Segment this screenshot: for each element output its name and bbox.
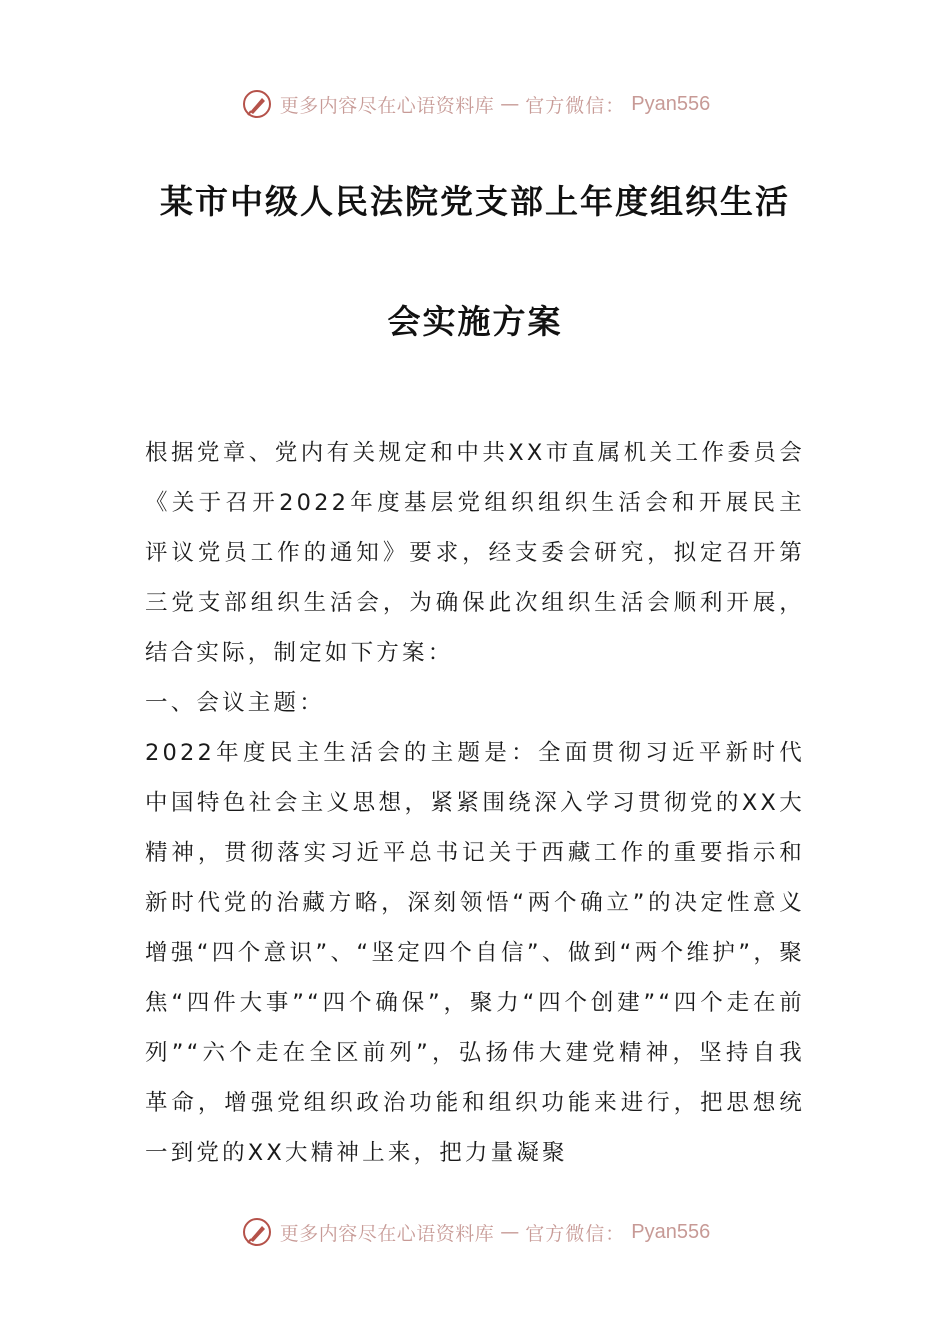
- watermark-banner-top: [0, 84, 950, 124]
- document-title-line2: 会实施方案: [387, 302, 563, 341]
- watermark-label: 官方微信：: [525, 94, 626, 117]
- watermark-text: 更多内容尽在心语资料库: [279, 1222, 495, 1245]
- document-body: [145, 428, 805, 1178]
- watermark-text: 更多内容尽在心语资料库: [279, 94, 495, 117]
- section-heading-meeting-theme: 一、会议主题：: [145, 690, 325, 716]
- watermark-banner-bottom: [0, 1212, 950, 1252]
- paragraph-intro: 根据党章、党内有关规定和中共XX市直属机关工作委员会《关于召开2022年度基层党组织组织生活会和开展民主评议党员工作的通知》要求，经支委会研究，拟定召开第三党支部组织生活会，为确保此次组织生活会顺利开展，结合实际，制定如下方案：: [145, 440, 805, 666]
- watermark-wechat-id: Pyan556: [631, 1220, 711, 1243]
- watermark-separator: —: [500, 93, 520, 115]
- watermark-label: 官方微信：: [525, 1222, 626, 1245]
- watermark-separator: —: [500, 1221, 520, 1243]
- document-title-line1: 某市中级人民法院党支部上年度组织生活: [160, 182, 790, 221]
- pen-nib-circle-icon: [240, 1215, 274, 1249]
- watermark-wechat-id: Pyan556: [631, 92, 711, 115]
- paragraph-theme: 2022年度民主生活会的主题是：全面贯彻习近平新时代中国特色社会主义思想，紧紧围绕深入学习贯彻党的XX大精神，贯彻落实习近平总书记关于西藏工作的重要指示和新时代党的治藏方略，深刻领悟“两个确立”的决定性意义增强“四个意识”、“坚定四个自信”、做到“两个维护”，聚焦“四件大事”“四个确保”，聚力“四个创建”“四个走在前列”“六个走在全区前列”，弘扬伟大建党精神，坚持自我革命，增强党组织政治功能和组织功能来进行，把思想统一到党的XX大精神上来，把力量凝聚: [145, 740, 805, 1166]
- pen-nib-circle-icon: [240, 87, 274, 121]
